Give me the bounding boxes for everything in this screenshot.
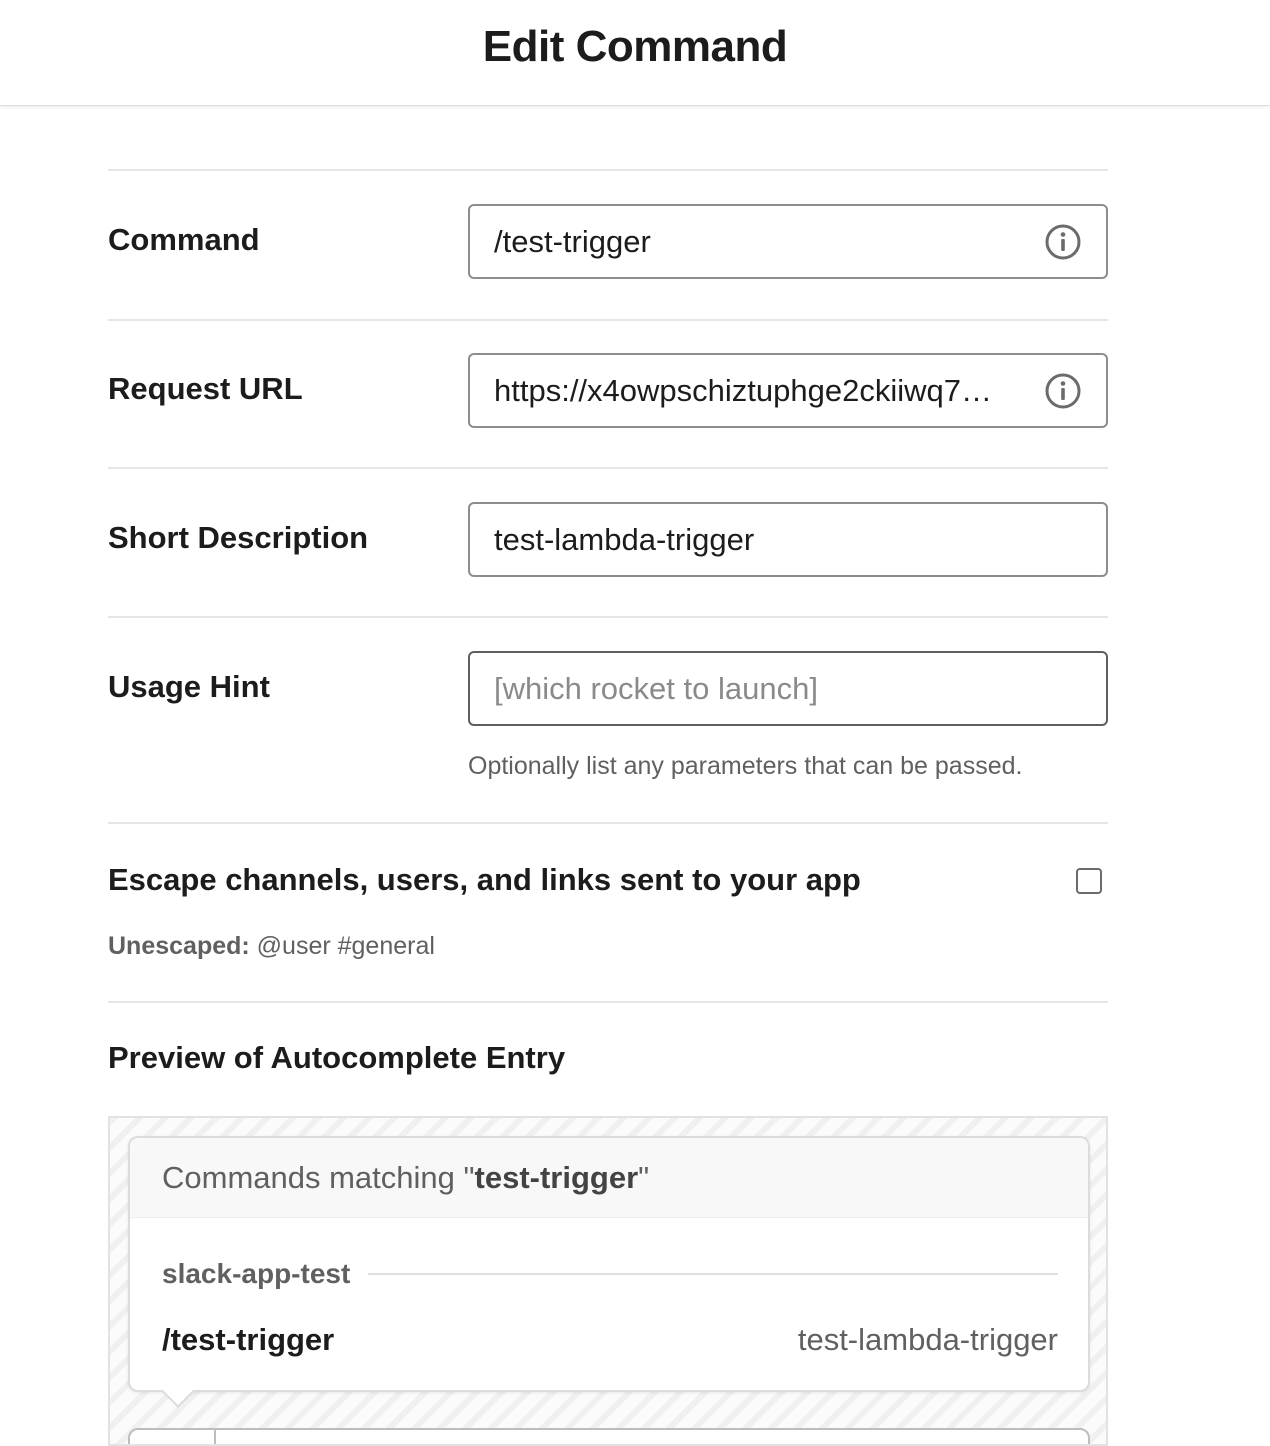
divider <box>108 822 1108 824</box>
autocomplete-preview <box>108 1116 1108 1446</box>
popup-pointer <box>161 1374 195 1408</box>
usage-hint-help-text: Optionally list any parameters that can be passed. <box>468 752 1023 780</box>
autocomplete-header-prefix: Commands matching " <box>162 1159 475 1195</box>
command-input[interactable] <box>468 204 1108 279</box>
autocomplete-description: test-lambda-trigger <box>797 1322 1058 1357</box>
divider <box>108 1001 1108 1003</box>
command-label: Command <box>108 222 260 257</box>
autocomplete-app-group <box>162 1258 1058 1290</box>
autocomplete-header-suffix: " <box>638 1159 650 1195</box>
escape-checkbox[interactable] <box>1076 868 1102 894</box>
message-composer <box>128 1428 1090 1446</box>
unescaped-label: Unescaped: <box>108 932 250 960</box>
page-title: Edit Command <box>482 21 788 71</box>
info-circle-icon[interactable] <box>1044 223 1082 261</box>
unescaped-value: @user #general <box>256 932 435 960</box>
usage-hint-placeholder: [which rocket to launch] <box>494 670 818 706</box>
divider <box>214 1430 216 1446</box>
info-circle-icon[interactable] <box>1044 372 1082 410</box>
request-url-input-value: https://x4owpschiztuphge2ckiiwq7… <box>494 372 992 408</box>
autocomplete-header-term: test-trigger <box>474 1159 639 1195</box>
divider <box>368 1273 1058 1275</box>
autocomplete-popup <box>128 1136 1090 1392</box>
request-url-label: Request URL <box>108 371 303 406</box>
page-header <box>0 0 1270 106</box>
preview-title: Preview of Autocomplete Entry <box>108 1040 566 1075</box>
autocomplete-header <box>130 1138 1088 1218</box>
usage-hint-label: Usage Hint <box>108 669 270 704</box>
usage-hint-input[interactable] <box>468 651 1108 726</box>
divider <box>108 616 1108 618</box>
command-input-value: /test-trigger <box>494 223 651 259</box>
short-description-input[interactable] <box>468 502 1108 577</box>
divider <box>108 319 1108 321</box>
request-url-input[interactable] <box>468 353 1108 428</box>
autocomplete-app-name: slack-app-test <box>162 1258 351 1289</box>
short-description-input-value: test-lambda-trigger <box>494 521 755 557</box>
divider <box>108 467 1108 469</box>
autocomplete-entry[interactable] <box>162 1322 1058 1358</box>
unescaped-example <box>108 932 435 961</box>
short-description-label: Short Description <box>108 520 369 555</box>
autocomplete-command: /test-trigger <box>162 1322 335 1357</box>
divider <box>108 169 1108 171</box>
escape-label: Escape channels, users, and links sent to your app <box>108 862 861 897</box>
